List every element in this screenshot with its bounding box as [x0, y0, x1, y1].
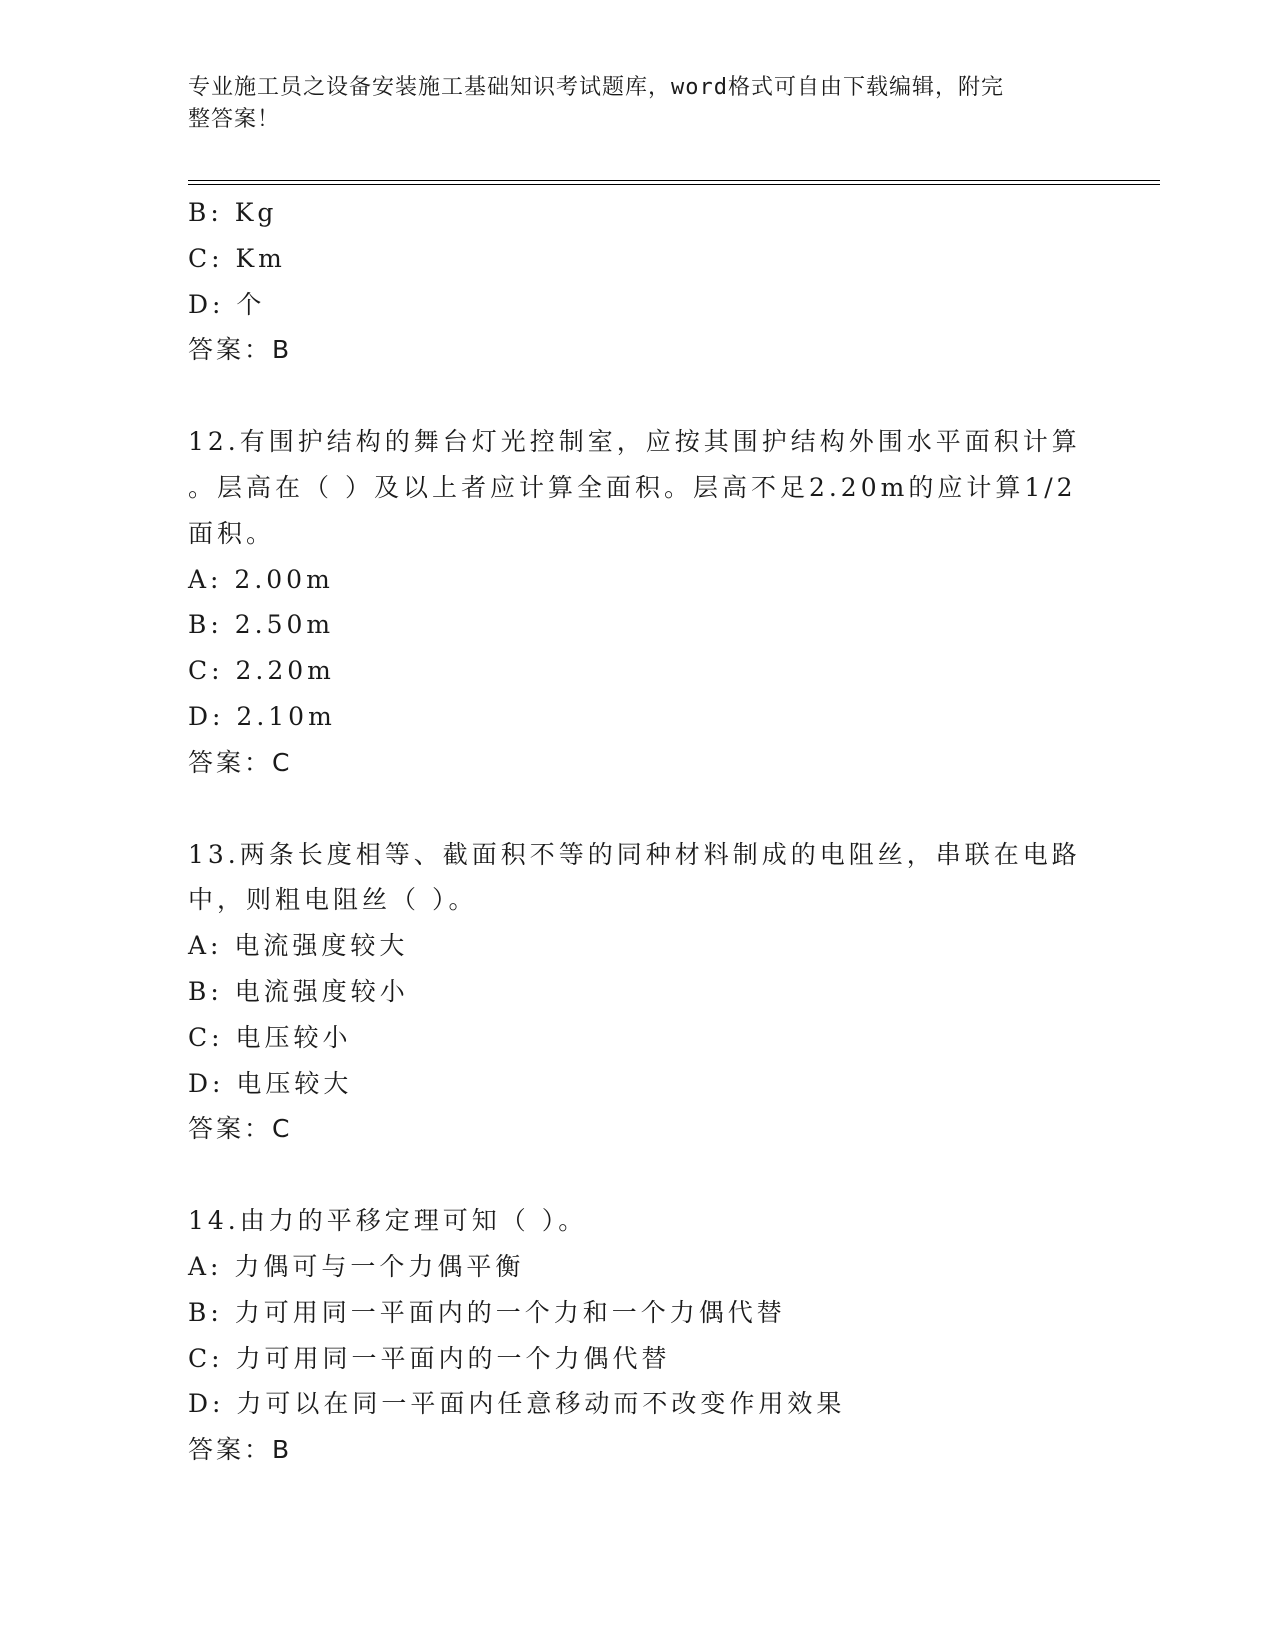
option-b: B: Kg — [188, 198, 278, 227]
option-c: C: Km — [188, 243, 286, 273]
option-b: B: 电流强度较小 — [188, 976, 409, 1006]
header-rule-top — [188, 180, 1160, 181]
spacer — [188, 1152, 1088, 1198]
question-text: 中，则粗电阻丝（ ）。 — [188, 885, 478, 915]
option-a: A: 电流强度较大 — [188, 931, 409, 961]
option-b: B: 力可用同一平面内的一个力和一个力偶代替 — [188, 1297, 786, 1327]
header-rule-bottom — [188, 184, 1160, 185]
answer-label: 答案：B — [188, 335, 293, 365]
option-c: C: 2.20m — [188, 656, 335, 686]
question-13 — [188, 832, 1088, 1153]
question-12 — [188, 419, 1088, 785]
spacer — [188, 373, 1088, 419]
option-c: C: 力可用同一平面内的一个力偶代替 — [188, 1343, 671, 1373]
question-14 — [188, 1198, 1088, 1473]
option-d: D: 个 — [188, 289, 266, 319]
option-b: B: 2.50m — [188, 610, 335, 640]
spacer — [188, 786, 1088, 832]
answer-label: 答案：C — [188, 747, 293, 777]
option-a: A: 力偶可与一个力偶平衡 — [188, 1251, 525, 1281]
question-text: 12.有围护结构的舞台灯光控制室，应按其围护结构外围水平面积计算 — [188, 427, 1081, 457]
question-text: 13.两条长度相等、截面积不等的同种材料制成的电阻丝，串联在电路 — [188, 839, 1081, 869]
option-d: D: 力可以在同一平面内任意移动而不改变作用效果 — [188, 1389, 846, 1419]
option-d: D: 电压较大 — [188, 1068, 353, 1098]
question-text: 14.由力的平移定理可知（ ）。 — [188, 1206, 588, 1236]
header-title-line-1: 专业施工员之设备安装施工基础知识考试题库，word格式可自由下载编辑，附完 — [188, 75, 1004, 100]
option-d: D: 2.10m — [188, 701, 336, 731]
question-list — [188, 190, 1088, 1473]
header-title-line-2: 整答案！ — [188, 107, 281, 132]
question-text: 。层高在（ ）及以上者应计算全面积。层高不足2.20m的应计算1/2 — [188, 472, 1077, 502]
answer-label: 答案：B — [188, 1435, 293, 1465]
option-c: C: 电压较小 — [188, 1022, 352, 1052]
question-text: 面积。 — [188, 518, 276, 548]
option-a: A: 2.00m — [188, 564, 334, 594]
page-header — [188, 72, 1088, 136]
answer-label: 答案：C — [188, 1114, 293, 1144]
question-11-tail — [188, 190, 1088, 373]
